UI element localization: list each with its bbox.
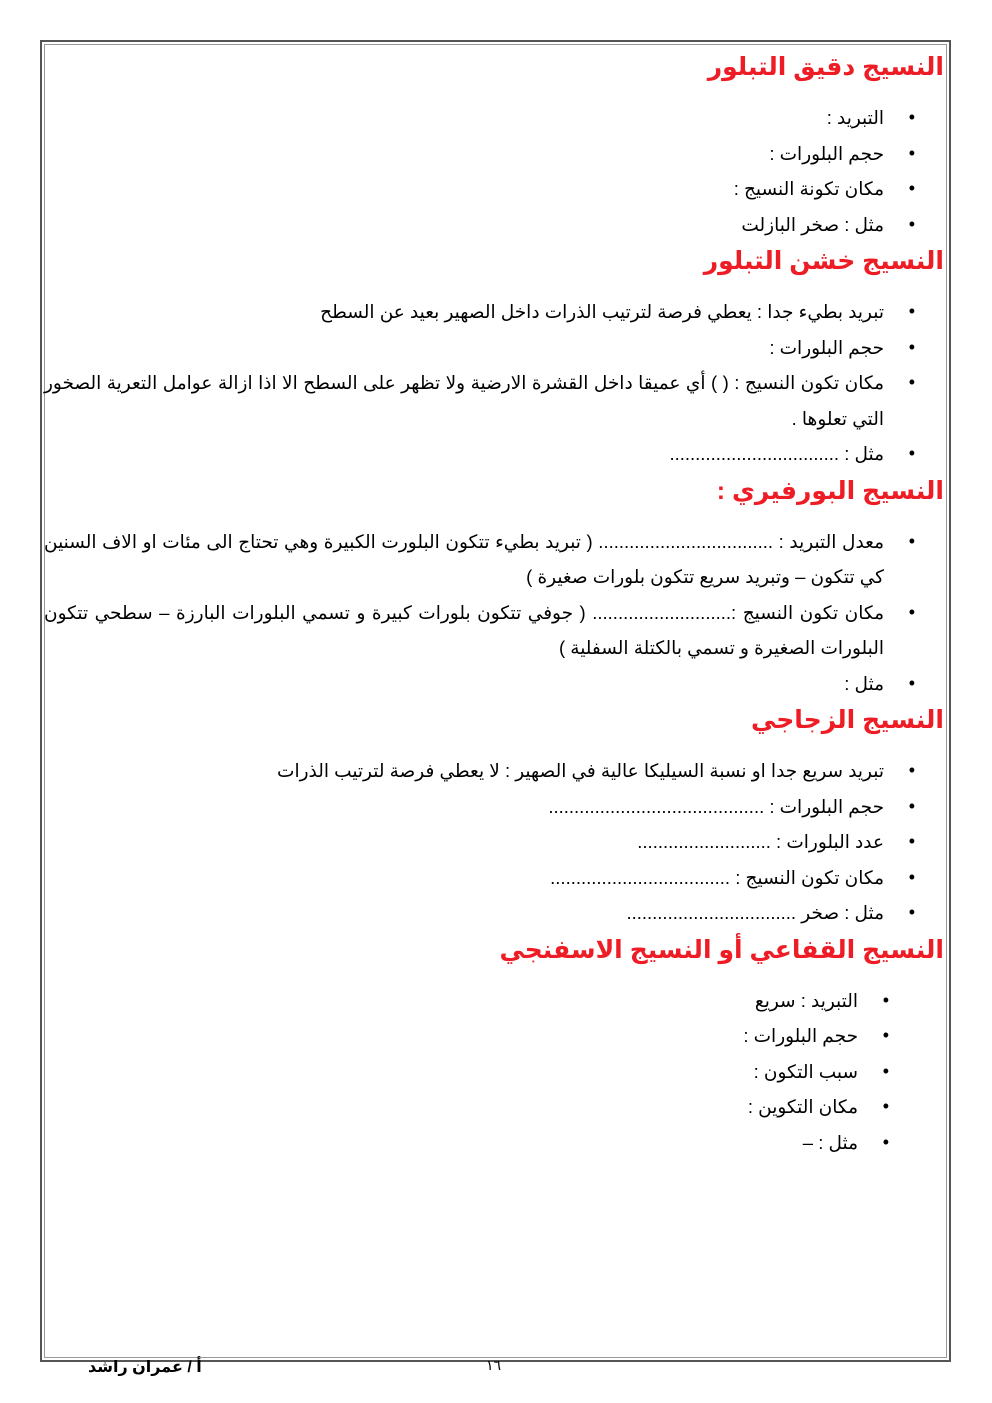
- list-item: • سبب التكون :: [44, 1054, 944, 1090]
- list-item: • حجم البلورات : ..........................................: [44, 789, 944, 825]
- section-title-fine-grained: النسيج دقيق التبلور: [707, 53, 944, 81]
- section-list-fine-grained: [44, 100, 944, 242]
- page-number: ١٦: [486, 1357, 502, 1373]
- list-item: • التبريد :: [44, 100, 944, 136]
- list-item: • مكان تكون النسيج : ...................................: [44, 860, 944, 896]
- list-item: • حجم البلورات :: [44, 1018, 944, 1054]
- list-item: • مكان التكوين :: [44, 1089, 944, 1125]
- footer-author: أ / عمران راشد: [88, 1359, 202, 1376]
- list-item: • عدد البلورات : ..........................: [44, 824, 944, 860]
- section-title-vesicular: النسيج القفاعي أو النسيج الاسفنجي: [499, 935, 944, 964]
- list-item: • تبريد سريع جدا او نسبة السيليكا عالية في الصهير : لا يعطي فرصة لترتيب الذرات: [44, 753, 944, 789]
- section-list-glassy: [44, 753, 944, 931]
- list-item: • مكان تكونة النسيج :: [44, 171, 944, 207]
- list-item: • مثل : صخر البازلت: [44, 207, 944, 243]
- section-title-glassy: النسيج الزجاجي: [751, 706, 944, 734]
- list-item: • التبريد : سريع: [44, 983, 944, 1019]
- list-item: • مثل : صخر .................................: [44, 895, 944, 931]
- list-item: • مثل : –: [44, 1125, 944, 1161]
- list-item: • مكان تكون النسيج : ( ) أي عميقا داخل القشرة الارضية ولا تظهر على السطح الا اذا ازالة عوامل التعرية الصخور التي تعلوها .: [44, 365, 944, 436]
- section-title-coarse-grained: النسيج خشن التبلور: [703, 247, 944, 275]
- list-item: • مثل : .................................: [44, 436, 944, 472]
- section-list-vesicular: [44, 983, 944, 1161]
- section-list-coarse-grained: [44, 294, 944, 472]
- list-item: • حجم البلورات :: [44, 330, 944, 366]
- section-list-porphyritic: [44, 524, 944, 702]
- list-item: • معدل التبريد : .................................. ( تبريد بطيء تتكون البلورت الكبيرة وهي تحتاج الى مئات او الاف السنين كي تتكون – وتبريد سريع تتكون بلورات صغيرة ): [44, 524, 944, 595]
- worksheet-content: [44, 50, 944, 1160]
- list-item: • تبريد بطيء جدا : يعطي فرصة لترتيب الذرات داخل الصهير بعيد عن السطح: [44, 294, 944, 330]
- section-title-porphyritic: النسيج البورفيري :: [716, 476, 944, 505]
- list-item: • مكان تكون النسيج :........................... ( جوفي تتكون بلورات كبيرة و تسمي البلورات البارزة – سطحي تتكون البلورات الصغيرة و تسمي بالكتلة السفلية ): [44, 595, 944, 666]
- list-item: • حجم البلورات :: [44, 136, 944, 172]
- list-item: • مثل :: [44, 666, 944, 702]
